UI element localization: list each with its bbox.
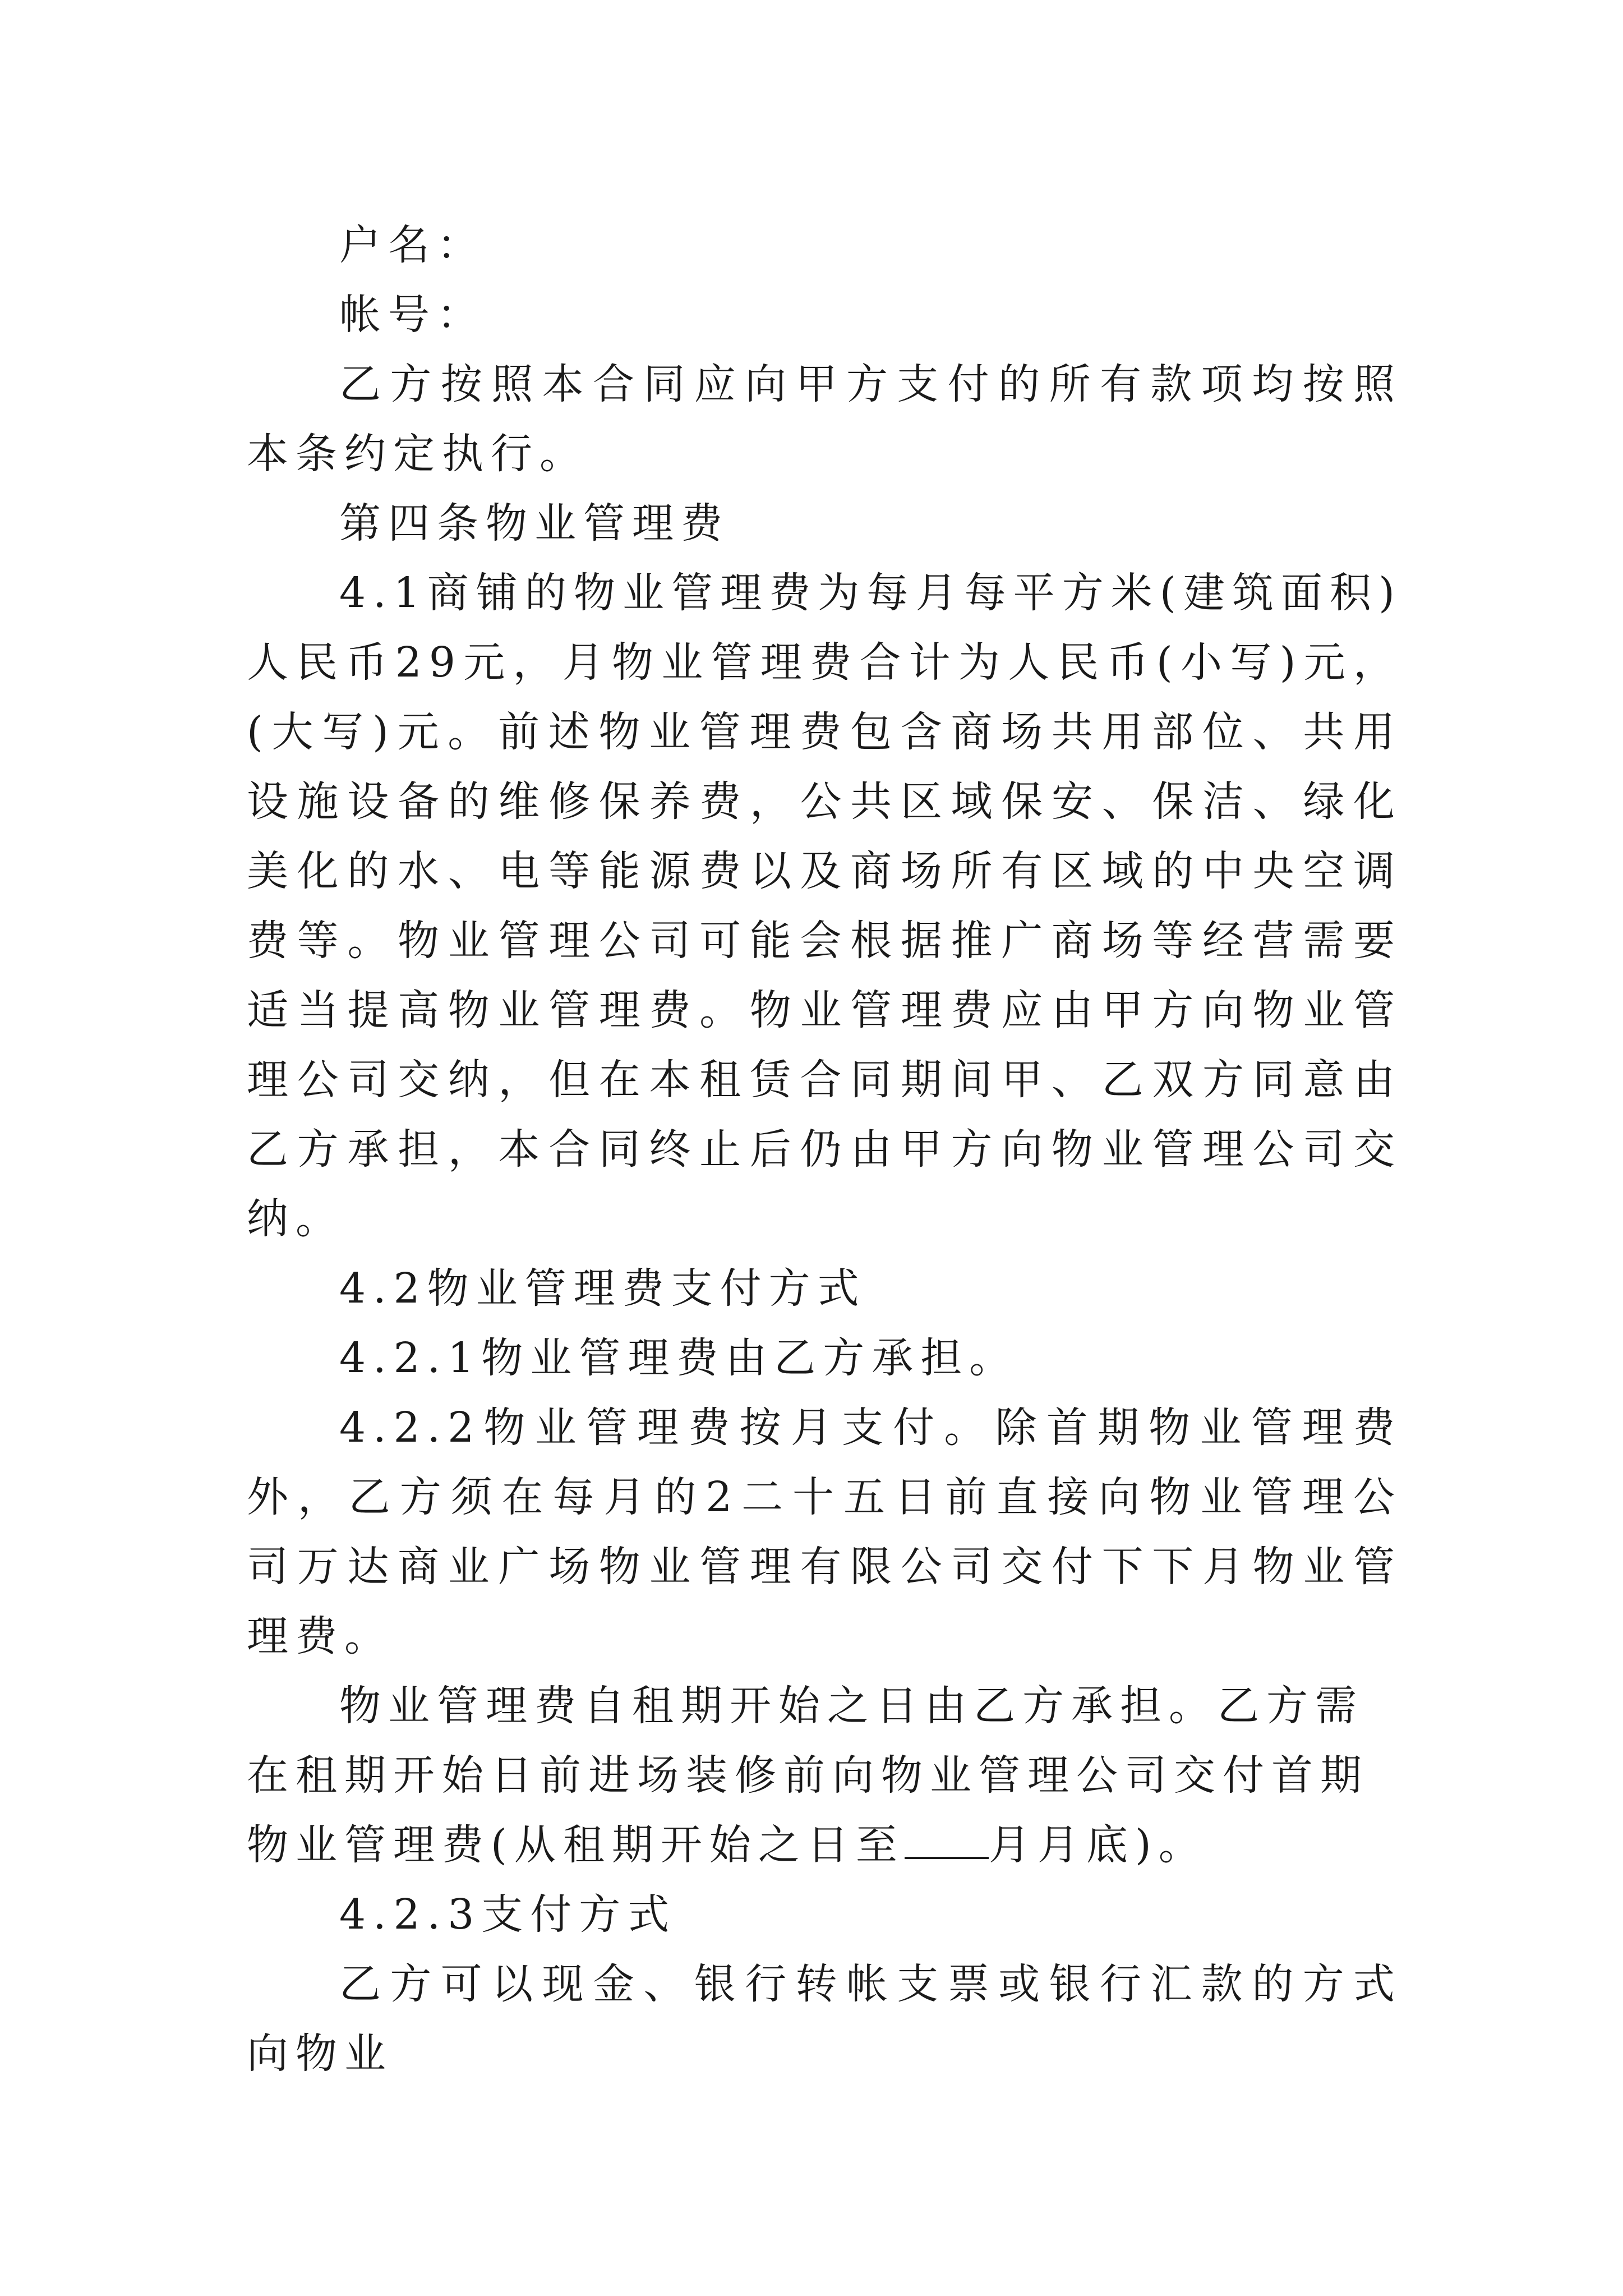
clause-4-2-heading: 4.2物业管理费支付方式 <box>339 1264 866 1313</box>
clause-4-1-paragraph: 4.1商铺的物业管理费为每月每平方米(建筑面积)人民币29元，月物业管理费合计为人民币(小写)元，(大写)元。前述物业管理费包含商场共用部位、共用设施设备的维修保养费，公共区域保安、保洁、绿化美化的水、电等能源费以及商场所有区域的中央空调费等。物业管理公司可能会根据推广商场等经营需要适当提高物业管理费。物业管理费应由甲方向物业管理公司交纳，但在本租赁合同期间甲、乙双方同意由乙方承担，本合同终止后仍由甲方向物业管理公司交纳。 <box>247 569 1402 1243</box>
payment-clause-paragraph: 乙方按照本合同应向甲方支付的所有款项均按照本条约定执行。 <box>247 360 1402 478</box>
first-period-fee-text: 物业管理费自租期开始之日由乙方承担。乙方需在租期开始日前进场装修前向物业管理公司交付首期物业管理费(从租期开始之日至 <box>247 1682 1369 1869</box>
document-body <box>247 210 1402 2088</box>
first-period-fee-tail: 月月底)。 <box>988 1821 1207 1869</box>
first-period-fee-paragraph <box>247 1671 1402 1880</box>
payment-method-paragraph: 乙方可以现金、银行转帐支票或银行汇款的方式向物业 <box>247 1960 1402 2078</box>
article-four-heading: 第四条物业管理费 <box>339 499 730 547</box>
clause-4-2-2-paragraph: 4.2.2物业管理费按月支付。除首期物业管理费外，乙方须在每月的2二十五日前直接向物业管理公司万达商业广场物业管理有限公司交付下下月物业管理费。 <box>247 1404 1402 1660</box>
account-name-line: 户名： <box>339 221 486 269</box>
clause-4-2-1-paragraph: 4.2.1物业管理费由乙方承担。 <box>339 1334 1018 1382</box>
clause-4-2-3-heading: 4.2.3支付方式 <box>339 1890 677 1939</box>
account-number-line: 帐号： <box>339 291 486 339</box>
month-blank-field <box>905 1818 989 1859</box>
